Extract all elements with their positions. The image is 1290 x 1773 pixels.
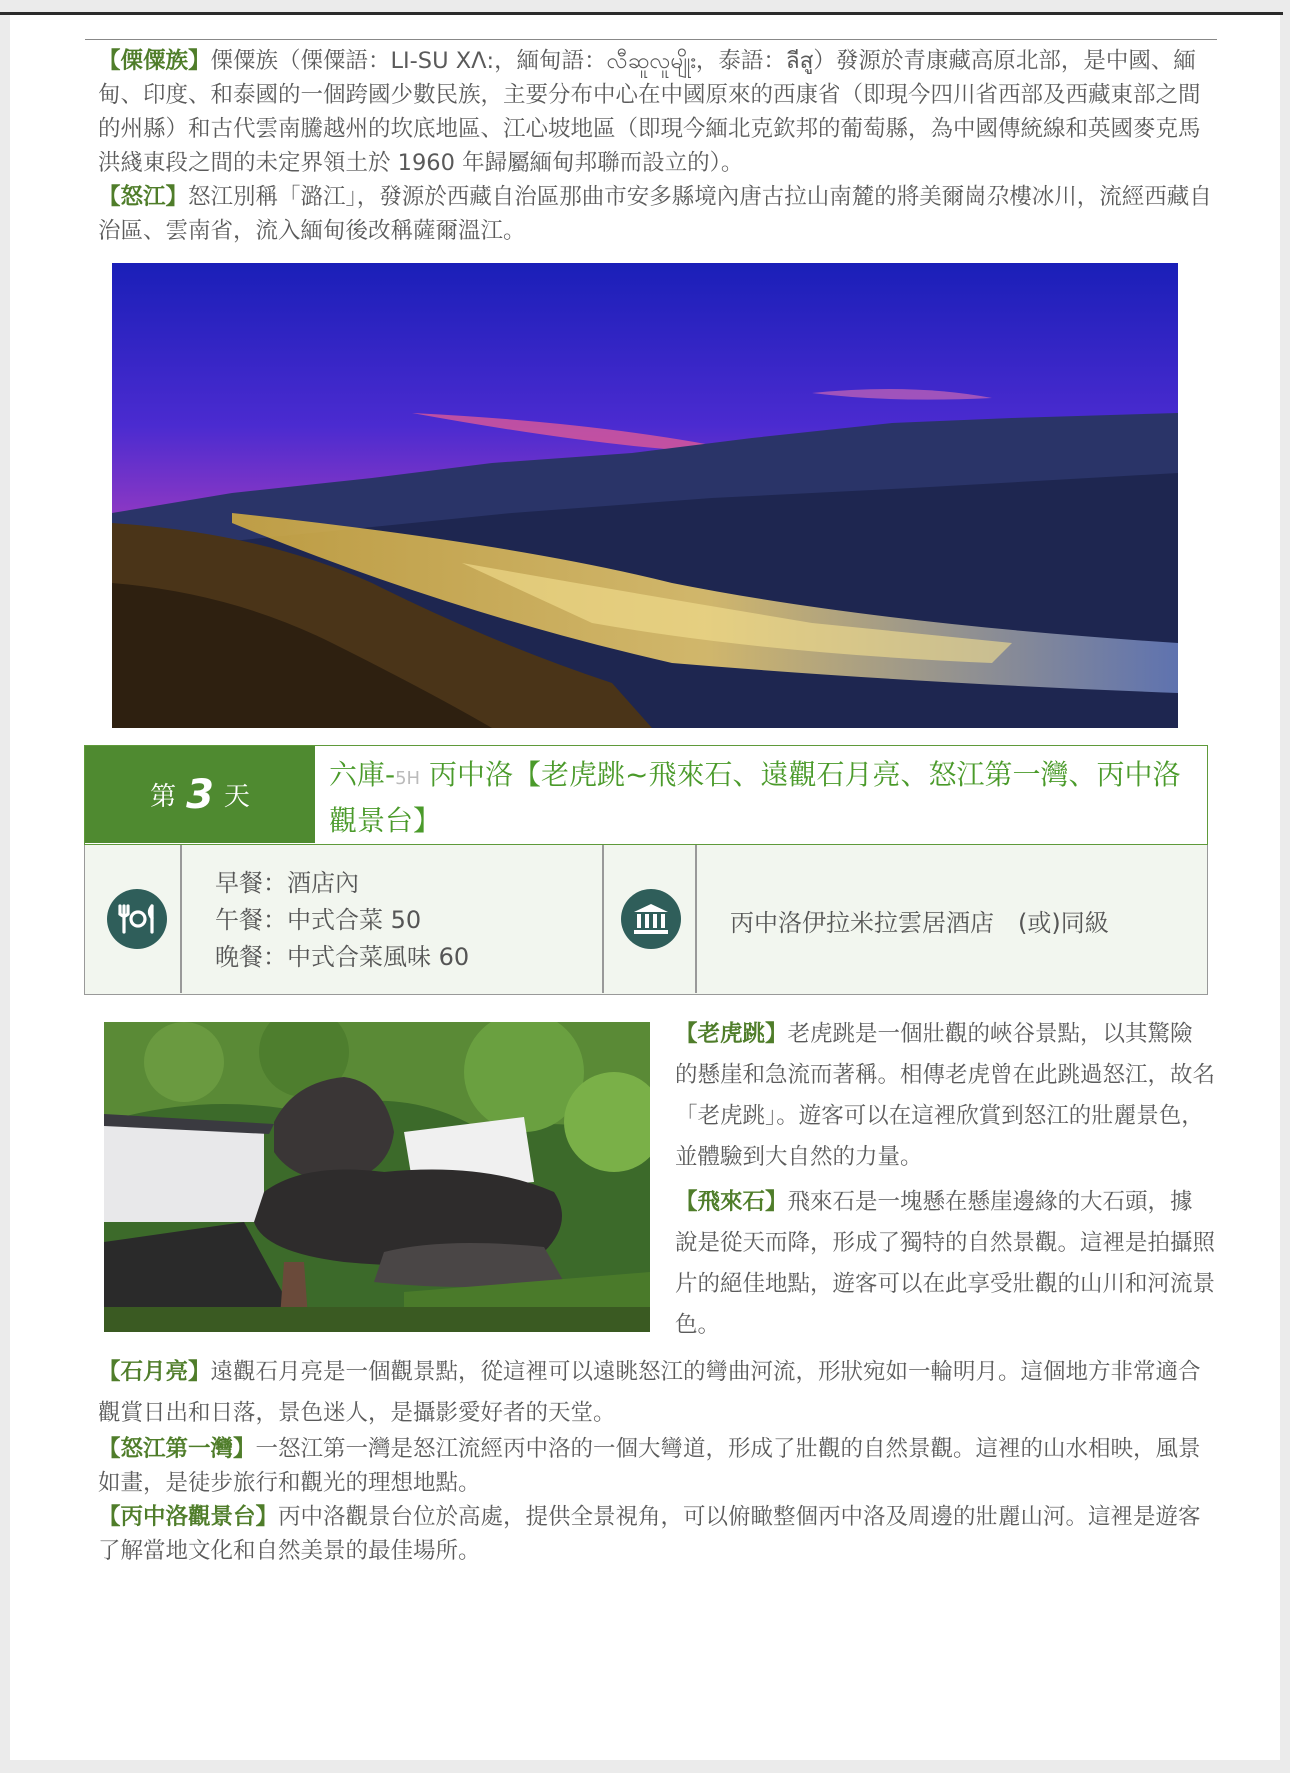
- flying-stone-photo: [104, 1022, 650, 1332]
- document-page: [10, 15, 1280, 1760]
- tiger-leap-heading: 【老虎跳】: [675, 1021, 788, 1047]
- divider: [602, 845, 604, 993]
- breakfast-item: 早餐：酒店內: [215, 869, 359, 897]
- lisu-text: 傈僳族（傈僳語：LI-SU Xꓥ:，緬甸語：လီဆူလူမျိုး，泰語：ลีสู）發源於青康藏高原北部，是中國、緬甸、印度、和泰國的一個跨國少數民族，主要分布中心在中國原來的西康省（即現今四川省西部及西藏東部之間的州縣）和古代雲南騰越州的坎底地區、江心坡地區（即現今緬北克欽邦的葡萄縣，為中國傳統線和英國麥克馬洪綫東段之間的未定界領土於 1960 年歸屬緬甸邦聯而設立的）。: [98, 48, 1201, 176]
- night-city-photo: [112, 263, 1178, 728]
- first-bend-paragraph: [98, 1432, 1216, 1500]
- dining-icon: [107, 889, 167, 949]
- viewing-deck-text: 丙中洛觀景台位於高處，提供全景視角，可以俯瞰整個丙中洛及周邊的壯麗山河。這裡是遊客了解當地文化和自然美景的最佳場所。: [98, 1504, 1201, 1564]
- day-route-title: [329, 754, 1199, 842]
- lisu-paragraph: [98, 44, 1216, 180]
- day-prefix: 第: [150, 782, 177, 812]
- route-rest: 丙中洛【老虎跳~飛來石、遠觀石月亮、怒江第一灣、丙中洛觀景台】: [329, 758, 1181, 837]
- nujiang-text: 怒江別稱「潞江」，發源於西藏自治區那曲市安多縣境內唐古拉山南麓的將美爾崗尕樓冰川，流經西藏自治區、雲南省，流入緬甸後改稱薩爾溫江。: [98, 184, 1212, 244]
- tiger-leap-paragraph: [675, 1014, 1215, 1178]
- lunch-item: 午餐：中式合菜 50: [215, 906, 422, 934]
- route-duration: 5H: [395, 768, 421, 789]
- meal-hotel-info: [84, 845, 1208, 995]
- flying-stone-paragraph: [675, 1182, 1215, 1346]
- hotel-name: 丙中洛伊拉米拉雲居酒店 (或)同級: [730, 909, 1109, 937]
- hotel-icon: [621, 889, 681, 949]
- first-bend-text: 一怒江第一灣是怒江流經丙中洛的一個大彎道，形成了壯觀的自然景觀。這裡的山水相映，風景如畫，是徒步旅行和觀光的理想地點。: [98, 1436, 1201, 1496]
- tiger-leap-text: 老虎跳是一個壯觀的峽谷景點，以其驚險的懸崖和急流而著稱。相傳老虎曾在此跳過怒江，故名「老虎跳」。遊客可以在這裡欣賞到怒江的壯麗景色，並體驗到大自然的力量。: [675, 1021, 1216, 1170]
- meal-list: [215, 865, 469, 976]
- stone-moon-paragraph: [98, 1352, 1216, 1434]
- first-bend-heading: 【怒江第一灣】: [98, 1436, 256, 1462]
- viewing-deck-heading: 【丙中洛觀景台】: [98, 1504, 279, 1530]
- lisu-heading: 【傈僳族】: [98, 48, 211, 74]
- nujiang-paragraph: [98, 180, 1216, 248]
- divider: [695, 845, 697, 993]
- divider: [180, 845, 182, 993]
- flying-stone-text: 飛來石是一塊懸在懸崖邊緣的大石頭，據說是從天而降，形成了獨特的自然景觀。這裡是拍攝照片的絕佳地點，遊客可以在此享受壯觀的山川和河流景色。: [675, 1189, 1216, 1338]
- dinner-item: 晚餐：中式合菜風味 60: [215, 943, 470, 971]
- day-number: 3: [186, 771, 214, 818]
- route-start: 六庫-: [329, 758, 396, 791]
- stone-moon-text: 遠觀石月亮是一個觀景點，從這裡可以遠眺怒江的彎曲河流，形狀宛如一輪明月。這個地方非常適合觀賞日出和日落，景色迷人，是攝影愛好者的天堂。: [98, 1359, 1201, 1426]
- nujiang-heading: 【怒江】: [98, 184, 189, 210]
- header-rule: [85, 39, 1217, 40]
- day-badge: [85, 746, 315, 843]
- flying-stone-heading: 【飛來石】: [675, 1189, 788, 1215]
- stone-moon-heading: 【石月亮】: [98, 1359, 211, 1385]
- day-header: [84, 745, 1208, 845]
- day-suffix: 天: [223, 782, 250, 812]
- viewing-deck-paragraph: [98, 1500, 1216, 1568]
